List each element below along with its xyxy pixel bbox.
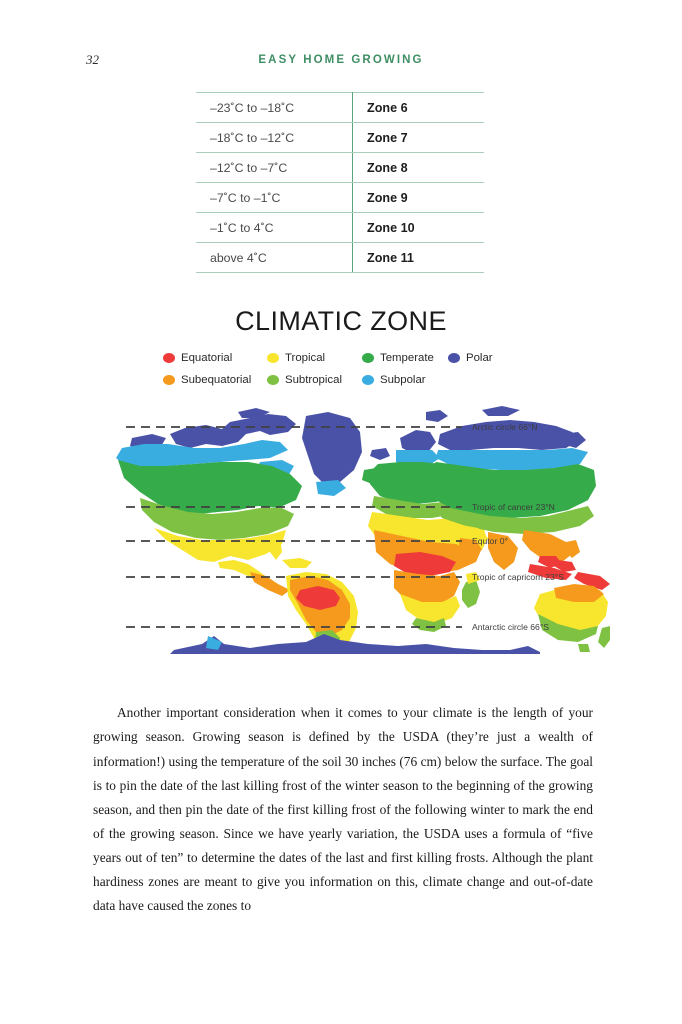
legend-item-temperate (362, 352, 434, 364)
legend-swatch-subequatorial (163, 375, 175, 386)
table-row (196, 153, 484, 183)
legend-swatch-equatorial (163, 353, 175, 364)
legend-label-subtropical: Subtropical (285, 374, 342, 386)
zone-range-cell: –12˚C to –7˚C (196, 153, 353, 183)
zone-table-body (196, 93, 484, 273)
latitude-label-capricorn: Tropic of capricorn 23°S (472, 572, 564, 582)
legend-label-subpolar: Subpolar (380, 374, 426, 386)
legend-item-polar (448, 352, 493, 364)
legend-label-tropical: Tropical (285, 352, 326, 364)
latitude-label-equator: Equtor 0° (472, 536, 508, 546)
zone-range-cell: –1˚C to 4˚C (196, 213, 353, 243)
running-head: EASY HOME GROWING (258, 54, 424, 66)
legend-item-subpolar (362, 374, 426, 386)
landmass-subtropical-madagascar (462, 580, 480, 608)
zone-range-cell: –7˚C to –1˚C (196, 183, 353, 213)
world-climate-map (110, 404, 610, 654)
landmass-subequatorial-central-america (250, 572, 290, 596)
latitude-label-arctic: Arctic circle 66°N (472, 422, 538, 432)
latitude-label-cancer: Tropic of cancer 23°N (472, 502, 555, 512)
figure-title: CLIMATIC ZONE (235, 306, 447, 336)
table-row (196, 123, 484, 153)
legend-item-subtropical (267, 374, 342, 386)
legend-label-polar: Polar (466, 352, 493, 364)
zone-name-cell: Zone 11 (353, 243, 485, 273)
zone-name-cell: Zone 9 (353, 183, 485, 213)
legend-swatch-temperate (362, 353, 374, 364)
zone-name-cell: Zone 10 (353, 213, 485, 243)
legend-swatch-subtropical (267, 375, 279, 386)
landmass-polar-iceland (370, 448, 390, 460)
region-australia (534, 584, 610, 652)
legend-row-1 (163, 352, 543, 374)
legend-label-subequatorial: Subequatorial (181, 374, 252, 386)
legend-label-equatorial: Equatorial (181, 352, 233, 364)
zone-name-cell: Zone 8 (353, 153, 485, 183)
landmass-subtropical-newzealand (598, 626, 610, 648)
legend-item-tropical (267, 352, 325, 364)
landmass-polar-greenland (302, 412, 362, 484)
region-antarctica (170, 634, 540, 654)
hardiness-zone-table (196, 92, 484, 273)
map-legend (163, 352, 543, 396)
landmass-subpolar-greenland-edge (316, 480, 346, 496)
page-number: 32 (86, 52, 99, 67)
body-paragraph: Another important consideration when it comes to your climate is the length of your growing season. Growing season is defined by the USDA (they’re just a wealth of information!) using the temperature of the soil 30 inches (76 cm) below the surface. The goal is to pin the date of the last killing frost of the winter season to the beginning of the growing season, and then pin the date of the first killing frost of the following winter to mark the end of the growing season. Since we have yearly variation, the USDA uses a formula of “five years out of ten” to determine the dates of the last and first killing frosts. Although the plant hardiness zones are meant to give you information on this, climate change and out-of-date data have caused the zones to (93, 705, 593, 914)
zone-range-cell: –18˚C to –12˚C (196, 123, 353, 153)
legend-row-2 (163, 374, 543, 396)
legend-swatch-polar (448, 353, 460, 364)
landmass-polar-antarctica (170, 634, 540, 654)
latitude-label-antarctic: Antarctic circle 66°S (472, 622, 549, 632)
landmass-polar-svalbard (426, 410, 448, 422)
zone-name-cell: Zone 7 (353, 123, 485, 153)
legend-swatch-subpolar (362, 375, 374, 386)
map-svg (110, 404, 610, 654)
landmass-subtropical-tasmania (578, 644, 590, 652)
table-row (196, 243, 484, 273)
table-row (196, 213, 484, 243)
landmass-tropical-florida (270, 536, 282, 560)
zone-name-cell: Zone 6 (353, 93, 485, 123)
table-row (196, 183, 484, 213)
region-north-america (116, 408, 362, 596)
legend-item-equatorial (163, 352, 232, 364)
legend-label-temperate: Temperate (380, 352, 434, 364)
zone-range-cell: –23˚C to –18˚C (196, 93, 353, 123)
zone-range-cell: above 4˚C (196, 243, 353, 273)
legend-item-subequatorial (163, 374, 251, 386)
landmass-polar-arctic-islands-asia (482, 406, 520, 416)
landmass-tropical-caribbean (282, 558, 312, 568)
legend-swatch-tropical (267, 353, 279, 364)
table-row (196, 93, 484, 123)
